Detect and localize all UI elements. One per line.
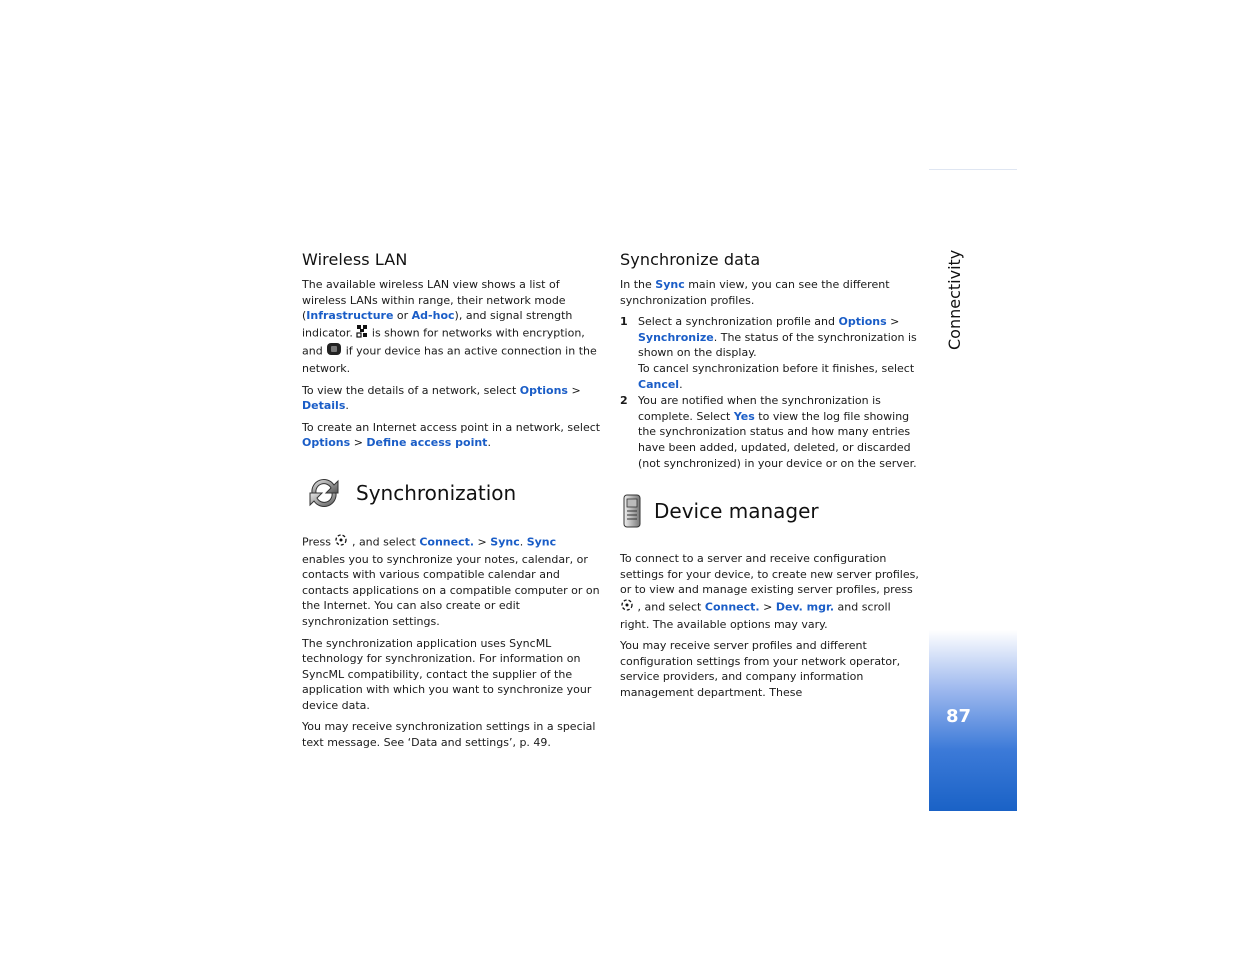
device-manager-paragraph-1: To connect to a server and receive configuration settings for your device, to create new server profiles, or to view and manage existing server profiles, press , and select Connect. > Dev. mgr. and scroll right. The available options may vary. [620, 552, 919, 631]
synchronize-data-heading: Synchronize data [620, 250, 761, 269]
cancel-term: Cancel [638, 377, 680, 391]
sync-arrows-icon [302, 471, 346, 515]
step-number: 1 [620, 315, 628, 329]
options-term: Options [838, 315, 887, 329]
synchronize-data-intro: In the Sync main view, you can see the different synchronization profiles. [620, 278, 890, 307]
device-manager-icon [620, 489, 644, 533]
options-term: Options [519, 383, 568, 397]
step-number: 2 [620, 394, 628, 408]
right-column [620, 250, 920, 706]
chapter-label: Connectivity [945, 249, 964, 350]
menu-key-icon [334, 533, 348, 552]
view-details-paragraph: To view the details of a network, select Options > Details. [302, 383, 581, 413]
connect-term: Connect. [704, 600, 760, 614]
sidebar-tab [929, 169, 1017, 811]
synchronization-paragraph-3: You may receive synchronization settings in a special text message. See ‘Data and settings’, p. 49. [302, 720, 596, 750]
yes-term: Yes [733, 409, 755, 423]
adhoc-term: Ad-hoc [411, 309, 455, 323]
define-access-point-term: Define access point [366, 436, 488, 450]
infrastructure-term: Infrastructure [306, 309, 394, 323]
sync-term: Sync [526, 535, 557, 549]
left-column [302, 250, 602, 757]
menu-key-icon [620, 598, 634, 617]
step-item: 1 Select a synchronization profile and Options > Synchronize. The status of the synchronization is shown on the display. To cancel synchronization before it finishes, select Cancel. [620, 315, 917, 391]
synchronization-heading: Synchronization [356, 480, 517, 505]
synchronize-steps [620, 314, 920, 471]
connect-term: Connect. [419, 535, 475, 549]
options-term: Options [302, 436, 351, 450]
access-point-paragraph: To create an Internet access point in a network, select Options > Define access point. [302, 420, 601, 450]
details-term: Details [302, 399, 346, 413]
synchronization-paragraph-2: The synchronization application uses SyncML technology for synchronization. For information on SyncML compatibility, contact the supplier of the application with which you want to synchronize your device data. [302, 636, 592, 712]
device-manager-section-header [620, 489, 920, 533]
encryption-signal-icon [356, 324, 368, 343]
device-manager-heading: Device manager [654, 499, 819, 524]
synchronize-term: Synchronize [638, 330, 714, 344]
page-number: 87 [946, 706, 972, 727]
synchronization-paragraph-1: Press , and select Connect. > Sync. Sync enables you to synchronize your notes, calendar, or contacts with various compatible calendar and contacts applications on a compatible computer or on the Internet. You can also create or edit synchronization settings. [302, 533, 602, 630]
wireless-lan-paragraph: The available wireless LAN view shows a list of wireless LANs within range, their network mode (Infrastructure or Ad-hoc), and signal strength indicator. is shown for networks with encryption, and if your device has an active connection in the network. [302, 278, 597, 375]
wireless-lan-heading: Wireless LAN [302, 250, 408, 269]
device-manager-paragraph-2: You may receive server profiles and different configuration settings from your network operator, service providers, and company information management department. These [620, 639, 901, 699]
sync-term: Sync [655, 278, 685, 291]
synchronization-section-header [302, 471, 602, 515]
sync-term: Sync [490, 535, 520, 549]
step-item: 2 You are notified when the synchronization is complete. Select Yes to view the log file showing the synchronization status and how many entries have been added, updated, deleted, or discarded (not synchronized) in your device or on the server. [620, 394, 917, 470]
dev-mgr-term: Dev. mgr. [775, 600, 835, 614]
active-connection-icon [326, 342, 342, 361]
